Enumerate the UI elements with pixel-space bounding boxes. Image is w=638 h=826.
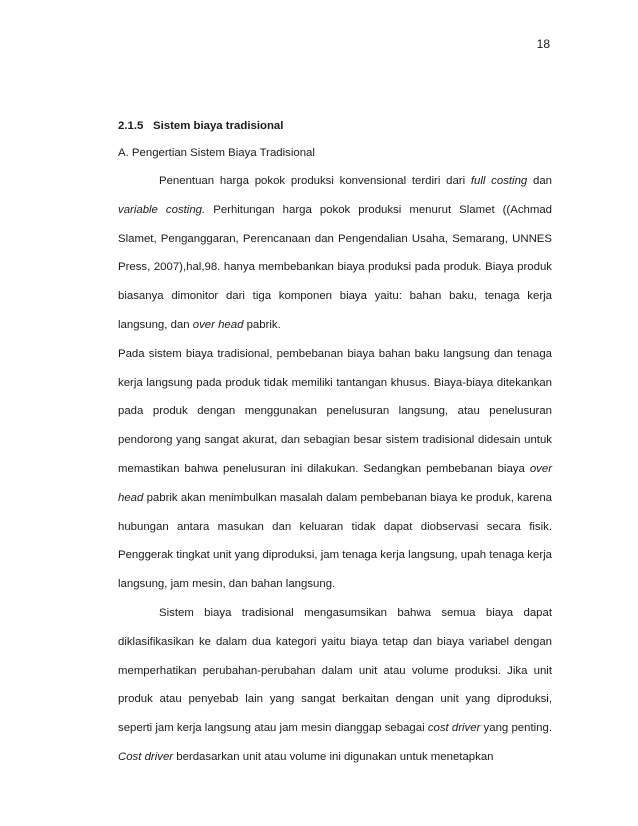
text-run: yang penting. — [480, 722, 552, 735]
paragraph-container — [118, 167, 552, 772]
document-body — [118, 113, 552, 772]
italic-term: full costing — [470, 175, 528, 187]
page-number: 18 — [536, 37, 550, 51]
italic-term: Cost driver — [118, 750, 174, 763]
body-paragraph — [118, 167, 552, 340]
text-run: Penentuan harga pokok produksi konvensional terdiri dari — [159, 175, 471, 187]
section-number: 2.1.5 — [118, 120, 144, 132]
body-paragraph — [118, 340, 552, 599]
text-run: berdasarkan unit atau volume ini digunakan untuk menetapkan — [173, 750, 494, 763]
text-run: Sistem biaya tradisional mengasumsikan bahwa semua biaya dapat diklasifikasikan ke dalam dua kategori yaitu biaya tetap dan biaya variabel dengan memperhatikan perubahan-perubahan dalam unit atau volume produksi. Jika unit produk atau penyebab lain yang sangat berkaitan dengan unit yang diproduksi, seperti jam kerja langsung atau jam mesin dianggap sebagai — [118, 606, 552, 735]
section-heading — [118, 113, 552, 140]
text-run: pabrik akan menimbulkan masalah dalam pembebanan biaya ke produk, karena hubungan antara masukan dan keluaran tidak dapat diobservasi secara fisik. Penggerak tingkat unit yang diproduksi, jam tenaga kerja langsung, upah tenaga kerja langsung, jam mesin, dan bahan langsung. — [118, 491, 552, 591]
text-run: Perhitungan harga pokok produksi menurut Slamet ((Achmad Slamet, Penganggaran, Perencanaan dan Pengendalian Usaha, Semarang, UNNES Press, 2007),hal,98. hanya membebankan biaya produksi pada produk. Biaya produk biasanya dimonitor dari tiga komponen biaya yaitu: bahan baku, tenaga kerja langsung, dan — [118, 203, 553, 331]
text-run: pabrik. — [243, 318, 281, 331]
italic-term: over head — [118, 462, 552, 504]
text-run: Pada sistem biaya tradisional, pembebanan biaya bahan baku langsung dan tenaga kerja langsung pada produk tidak memiliki tantangan khusus. Biaya-biaya ditekankan pada produk dengan menggunakan penelusuran langsung, atau penelusuran pendorong yang sangat akurat, dan sebagian besar sistem tradisional didesain untuk memastikan bahwa penelusuran ini dilakukan. Sedangkan pembebanan biaya — [118, 347, 552, 475]
section-title: Sistem biaya tradisional — [153, 120, 284, 132]
body-paragraph — [118, 599, 552, 772]
italic-term: over head — [192, 318, 244, 331]
text-run: dan — [527, 175, 553, 187]
italic-term: cost driver — [427, 722, 481, 735]
italic-term: variable costing. — [118, 203, 206, 216]
subsection-heading: A. Pengertian Sistem Biaya Tradisional — [118, 147, 315, 159]
